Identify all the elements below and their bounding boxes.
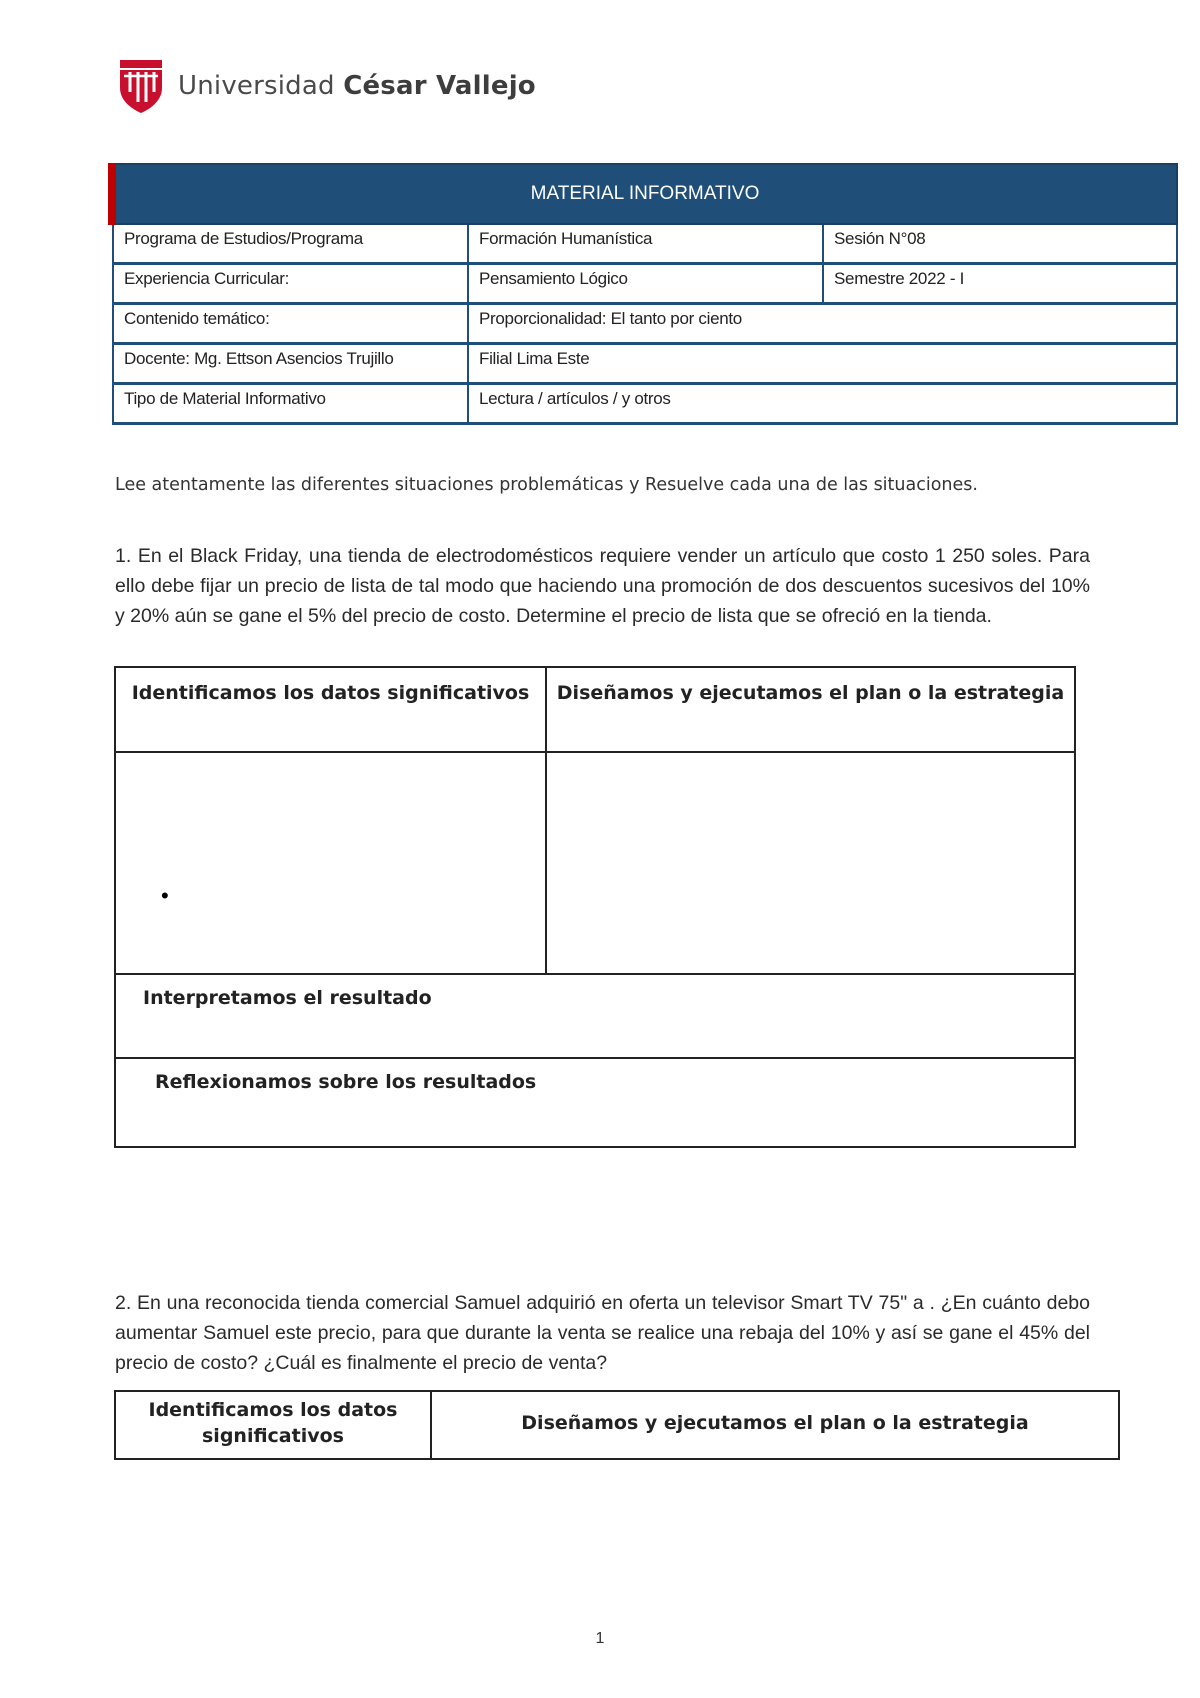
- interpret-label: Interpretamos el resultado: [143, 987, 432, 1009]
- plan-answer-area[interactable]: [547, 753, 1074, 973]
- header-cell: Pensamiento Lógico: [469, 265, 824, 302]
- problem-1-worksheet: [114, 666, 1076, 1148]
- header-row-tipo: [112, 385, 1178, 425]
- problem-2-worksheet: [114, 1390, 1120, 1460]
- header-cell: Formación Humanística: [469, 225, 824, 262]
- header-accent-strip: [108, 163, 116, 225]
- worksheet-header-row: [116, 668, 1074, 753]
- university-logo: [118, 58, 536, 114]
- header-row-programa: [112, 225, 1178, 265]
- col-data-header: Identificamos los datos significativos: [116, 1392, 432, 1458]
- col-plan-header: Diseñamos y ejecutamos el plan o la estrategia: [556, 682, 1065, 704]
- university-name: Universidad César Vallejo: [178, 71, 536, 101]
- interpret-answer-area[interactable]: [116, 975, 1074, 1059]
- header-cell: Filial Lima Este: [479, 349, 590, 368]
- header-cell: Experiencia Curricular:: [114, 265, 469, 302]
- header-cell: Tipo de Material Informativo: [114, 385, 469, 422]
- instructions-text: Lee atentamente las diferentes situaciones problemáticas y Resuelve cada una de las situaciones.: [115, 475, 978, 495]
- header-row-experiencia: [112, 265, 1178, 305]
- problem-2-text: 2. En una reconocida tienda comercial Samuel adquirió en oferta un televisor Smart TV 75" a . ¿En cuánto debo aumentar Samuel este precio, para que durante la venta se realice una rebaja del 10% y así se gane el 45% del precio de costo? ¿Cuál es finalmente el precio de venta?: [115, 1292, 1090, 1374]
- problem-1-text: 1. En el Black Friday, una tienda de electrodomésticos requiere vender un artículo que costo 1 250 soles. Para ello debe fijar un precio de lista de tal modo que haciendo una promoción de dos descuentos sucesivos del 10% y 20% aún se gane el 5% del precio de costo. Determine el precio de lista que se ofreció en la tienda.: [115, 545, 1090, 627]
- header-cell: Semestre 2022 - I: [834, 269, 965, 288]
- header-title: MATERIAL INFORMATIVO: [112, 163, 1178, 225]
- col-plan-header: Diseñamos y ejecutamos el plan o la estrategia: [521, 1412, 1029, 1434]
- header-cell: Contenido temático:: [114, 305, 469, 342]
- header-cell: Lectura / artículos / y otros: [479, 389, 671, 408]
- page-number: 1: [595, 1630, 605, 1647]
- header-cell: Sesión N°08: [834, 229, 926, 248]
- header-cell: Programa de Estudios/Programa: [114, 225, 469, 262]
- worksheet-body-row: [116, 753, 1074, 975]
- reflect-label: Reflexionamos sobre los resultados: [155, 1071, 537, 1093]
- header-row-contenido: [112, 305, 1178, 345]
- info-header-table: [112, 163, 1178, 425]
- reflect-answer-area[interactable]: [116, 1059, 1074, 1144]
- bullet-point: •: [161, 883, 169, 908]
- header-cell: Proporcionalidad: El tanto por ciento: [479, 309, 742, 328]
- data-answer-area[interactable]: [116, 753, 547, 973]
- col-data-header: Identificamos los datos significativos: [116, 668, 547, 751]
- ucv-shield-icon: [118, 58, 164, 114]
- header-cell: Docente: Mg. Ettson Asencios Trujillo: [114, 345, 469, 382]
- header-row-docente: [112, 345, 1178, 385]
